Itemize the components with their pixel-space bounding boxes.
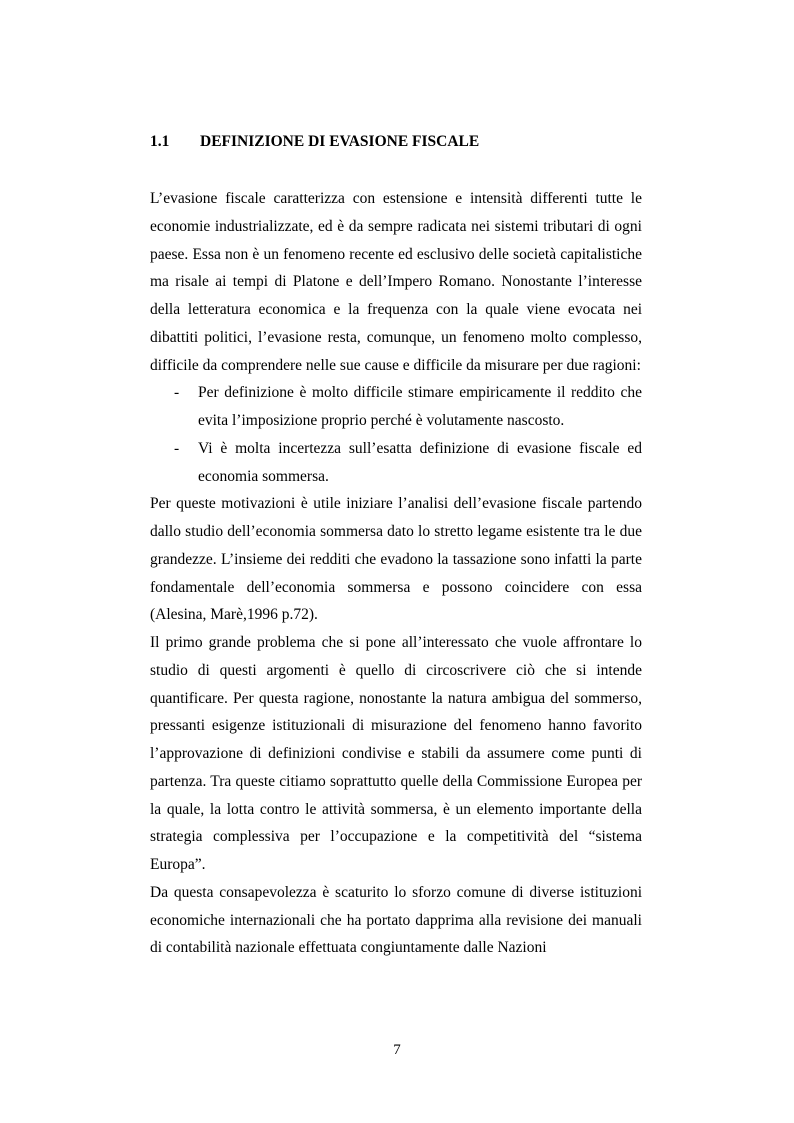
document-page [150, 0, 642, 1123]
section-title: DEFINIZIONE DI EVASIONE FISCALE [200, 133, 480, 150]
list-dash: - [174, 384, 180, 402]
list-item-text: Vi è molta incertezza sull’esatta definizione di evasione fiscale ed economia sommersa. [198, 439, 642, 485]
paragraph-awareness: Da questa consapevolezza è scaturito lo sforzo comune di diverse istituzioni economiche internazionali che ha portato dapprima alla revisione dei manuali di contabilità nazionale effettuata congiuntamente dalle Nazioni [150, 883, 642, 957]
list-dash: - [174, 439, 180, 457]
list-item [150, 435, 642, 491]
section-number: 1.1 [150, 133, 170, 150]
body-text [150, 185, 642, 962]
reasons-list [150, 379, 642, 490]
list-item [150, 379, 642, 435]
list-item-text: Per definizione è molto difficile stimare empiricamente il reddito che evita l’imposizione proprio perché è volutamente nascosto. [198, 384, 642, 429]
paragraph-intro: L’evasione fiscale caratterizza con estensione e intensità differenti tutte le economie industrializzate, ed è da sempre radicata nei sistemi tributari di ogni paese. Essa non è un fenomeno recente ed esclusivo delle società capitalistiche ma risale ai tempi di Platone e dell’Impero Romano. Nonostante l’interesse della letteratura economica e la frequenza con la quale viene evocata nei dibattiti politici, l’evasione resta, comunque, un fenomeno molto complesso, difficile da comprendere nelle sue cause e difficile da misurare per due ragioni: [150, 190, 642, 374]
page-number: 7 [393, 1042, 401, 1058]
section-heading [150, 131, 479, 153]
paragraph-motivations: Per queste motivazioni è utile iniziare l’analisi dell’evasione fiscale partendo dallo studio dell’economia sommersa dato lo stretto legame esistente tra le due grandezze. L’insieme dei redditi che evadono la tassazione sono infatti la parte fondamentale dell’economia sommersa e possono coincidere con essa (Alesina, Marè,1996 p.72). [150, 495, 642, 624]
paragraph-problem: Il primo grande problema che si pone all’interessato che vuole affrontare lo studio di questi argomenti è quello di circoscrivere ciò che si intende quantificare. Per questa ragione, nonostante la natura ambigua del sommerso, pressanti esigenze istituzionali di misurazione del fenomeno hanno favorito l’approvazione di definizioni condivise e stabili da assumere come punti di partenza. Tra queste citiamo soprattutto quelle della Commissione Europea per la quale, la lotta contro le attività sommersa, è un elemento importante della strategia complessiva per l’occupazione e la competitività del “sistema Europa”. [150, 634, 642, 873]
